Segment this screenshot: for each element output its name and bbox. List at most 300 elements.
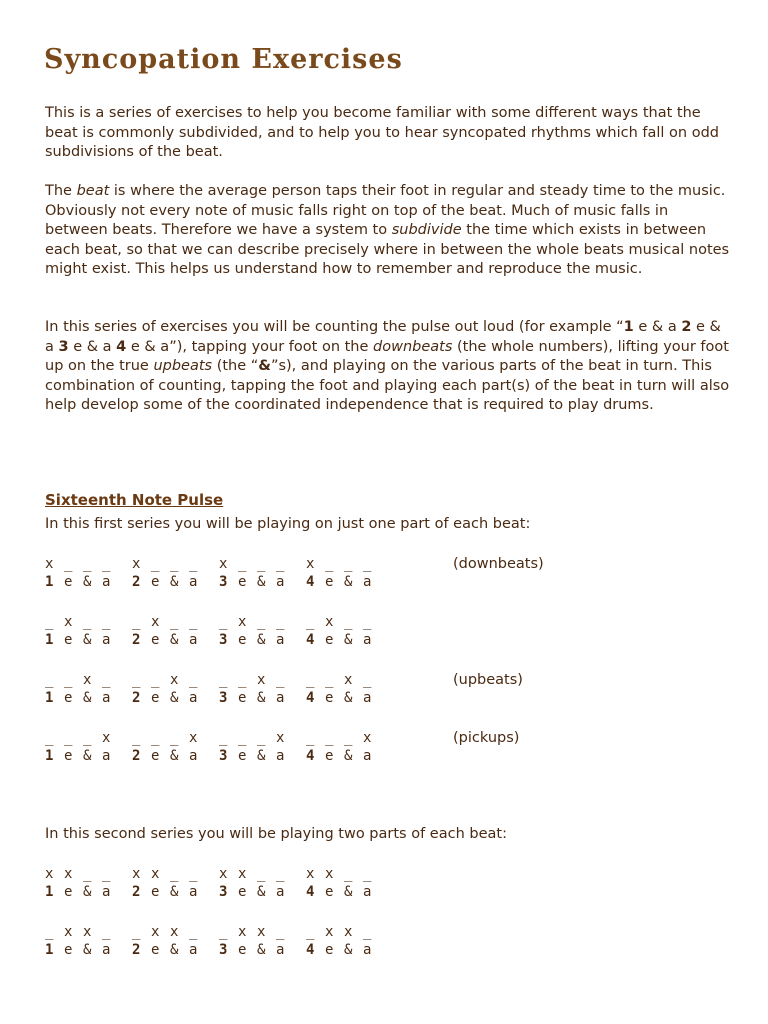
count-syllable: &	[170, 942, 179, 958]
count-syllable: &	[83, 942, 92, 958]
note-mark: x	[276, 730, 285, 746]
beat-group	[306, 672, 386, 712]
beat-group	[132, 730, 212, 770]
count-syllable: a	[363, 942, 372, 958]
text-run: the time which exists in between each beat, so that we can describe precisely where in between the whole beats musical notes might exist. This helps us understand how to remember and reproduce the music.	[45, 222, 730, 277]
count-syllable: a	[363, 632, 372, 648]
beat-group	[306, 730, 386, 770]
count-syllable: a	[363, 748, 372, 764]
count-number: 2	[681, 319, 692, 335]
count-syllable: a	[276, 884, 285, 900]
emphasis-subdivide: subdivide	[391, 222, 462, 238]
note-mark: _	[363, 866, 372, 882]
beat-group	[132, 614, 212, 654]
beat-number: 3	[219, 748, 228, 764]
notes-row	[306, 556, 386, 574]
count-syllable: &	[170, 690, 179, 706]
beat-number: 1	[45, 748, 54, 764]
beat-number: 2	[132, 884, 141, 900]
beat-group	[45, 556, 125, 596]
beat-group	[219, 866, 299, 906]
note-mark: _	[151, 672, 160, 688]
note-mark: _	[45, 672, 54, 688]
count-row	[132, 690, 212, 708]
note-mark: x	[45, 866, 54, 882]
beat-group	[45, 866, 125, 906]
note-mark: x	[257, 924, 266, 940]
emphasis-beat: beat	[76, 183, 110, 199]
note-mark: _	[219, 672, 228, 688]
count-syllable: &	[83, 632, 92, 648]
notes-row	[219, 866, 299, 884]
note-mark: _	[45, 614, 54, 630]
count-syllable: a	[276, 690, 285, 706]
beat-number: 4	[306, 632, 315, 648]
notes-row	[132, 556, 212, 574]
note-mark: _	[238, 730, 247, 746]
count-syllable: a	[189, 884, 198, 900]
beat-number: 3	[219, 690, 228, 706]
count-row	[219, 690, 299, 708]
note-mark: x	[325, 866, 334, 882]
count-syllable: a	[276, 942, 285, 958]
note-mark: _	[306, 672, 315, 688]
emphasis-upbeats: upbeats	[153, 358, 213, 374]
notes-row	[45, 672, 125, 690]
notes-row	[306, 924, 386, 942]
count-row	[45, 690, 125, 708]
note-mark: _	[219, 730, 228, 746]
note-mark: x	[219, 866, 228, 882]
note-mark: _	[344, 730, 353, 746]
beat-number: 1	[45, 574, 54, 590]
count-syllable: &	[344, 632, 353, 648]
note-mark: x	[219, 556, 228, 572]
note-mark: _	[189, 924, 198, 940]
beat-group	[306, 866, 386, 906]
beat-group	[306, 614, 386, 654]
count-row	[306, 574, 386, 592]
count-syllable: a	[363, 884, 372, 900]
count-row	[132, 632, 212, 650]
note-mark: _	[306, 614, 315, 630]
count-syllable: e	[151, 884, 160, 900]
exercise-label: (pickups)	[453, 730, 520, 746]
beat-group	[219, 730, 299, 770]
note-mark: _	[189, 614, 198, 630]
count-syllable: &	[257, 884, 266, 900]
note-mark: _	[45, 924, 54, 940]
note-mark: _	[238, 556, 247, 572]
count-row	[306, 884, 386, 902]
count-syllable: &	[83, 574, 92, 590]
beat-group	[306, 924, 386, 964]
count-syllable: e	[64, 690, 73, 706]
note-mark: _	[363, 614, 372, 630]
count-row	[219, 574, 299, 592]
text-run: ”s), and playing on the various parts of the beat in turn. This combination of counting, tapping the foot and playing each part(s) of the beat in turn will also help develop some of the coordinated independence that is required to play drums.	[45, 358, 730, 413]
beat-group	[219, 556, 299, 596]
count-row	[306, 632, 386, 650]
beat-number: 3	[219, 942, 228, 958]
beat-number: 3	[219, 884, 228, 900]
count-syllable: e	[238, 942, 247, 958]
note-mark: x	[344, 672, 353, 688]
note-mark: x	[151, 924, 160, 940]
count-syllable: a	[276, 574, 285, 590]
count-row	[219, 942, 299, 960]
note-mark: _	[257, 730, 266, 746]
emphasis-downbeats: downbeats	[373, 338, 453, 355]
count-syllable: e	[238, 748, 247, 764]
beat-number: 1	[45, 690, 54, 706]
beat-number: 4	[306, 884, 315, 900]
count-syllable: &	[83, 884, 92, 900]
note-mark: _	[83, 556, 92, 572]
notes-row	[219, 672, 299, 690]
text-run: is where the average person taps their foot in regular and steady time to the music. Obviously not every note of music falls right on top of the beat. Much of music falls in between beats. Therefore we have a system to	[45, 183, 726, 238]
note-mark: _	[363, 672, 372, 688]
count-syllable: a	[276, 748, 285, 764]
count-syllable: e	[325, 632, 334, 648]
note-mark: _	[276, 614, 285, 630]
section1-intro: In this first series you will be playing on just one part of each beat:	[45, 516, 531, 532]
exercise-label: (downbeats)	[453, 556, 544, 572]
note-mark: x	[64, 614, 73, 630]
count-syllable: e	[151, 748, 160, 764]
count-syllable: a	[102, 632, 111, 648]
note-mark: _	[276, 556, 285, 572]
beat-group	[132, 556, 212, 596]
note-mark: x	[170, 672, 179, 688]
beat-group	[132, 866, 212, 906]
count-row	[306, 942, 386, 960]
count-syllable: e	[151, 942, 160, 958]
note-mark: _	[344, 614, 353, 630]
note-mark: x	[189, 730, 198, 746]
note-mark: x	[102, 730, 111, 746]
count-syllable: a	[363, 574, 372, 590]
note-mark: _	[238, 672, 247, 688]
beat-number: 2	[132, 748, 141, 764]
beat-number: 3	[219, 632, 228, 648]
note-mark: x	[363, 730, 372, 746]
note-mark: _	[132, 730, 141, 746]
count-number: 4	[116, 338, 127, 355]
count-syllable: a	[102, 748, 111, 764]
notes-row	[306, 614, 386, 632]
exercise-row	[45, 866, 745, 906]
note-mark: _	[276, 924, 285, 940]
count-syllable: e	[325, 574, 334, 590]
text-run: (the “	[212, 358, 259, 374]
note-mark: x	[238, 866, 247, 882]
notes-row	[219, 924, 299, 942]
count-syllable: e	[238, 884, 247, 900]
text-run: e & a”), tapping your foot on the	[126, 338, 374, 355]
count-syllable: &	[344, 942, 353, 958]
note-mark: _	[344, 866, 353, 882]
count-row	[45, 632, 125, 650]
notes-row	[45, 556, 125, 574]
text-run: (the whole numbers), lifting your foot up on the true	[45, 338, 729, 374]
note-mark: _	[189, 556, 198, 572]
beat-group	[45, 672, 125, 712]
note-mark: x	[306, 866, 315, 882]
count-syllable: &	[344, 690, 353, 706]
note-mark: _	[257, 556, 266, 572]
count-row	[132, 942, 212, 960]
count-row	[306, 748, 386, 766]
notes-row	[45, 924, 125, 942]
count-syllable: e	[64, 942, 73, 958]
note-mark: x	[151, 614, 160, 630]
beat-group	[219, 614, 299, 654]
notes-row	[219, 730, 299, 748]
exercise-row	[45, 730, 745, 770]
count-row	[45, 942, 125, 960]
notes-row	[132, 614, 212, 632]
count-syllable: &	[344, 884, 353, 900]
exercise-row	[45, 556, 745, 596]
count-syllable: a	[102, 690, 111, 706]
count-syllable: a	[102, 942, 111, 958]
count-syllable: &	[257, 942, 266, 958]
note-mark: _	[363, 924, 372, 940]
note-mark: _	[325, 556, 334, 572]
beat-number: 1	[45, 884, 54, 900]
count-syllable: a	[189, 942, 198, 958]
section-title-sixteenth-note-pulse: Sixteenth Note Pulse	[45, 491, 224, 509]
count-syllable: e	[238, 690, 247, 706]
count-syllable: &	[170, 748, 179, 764]
beat-number: 2	[132, 942, 141, 958]
notes-row	[219, 556, 299, 574]
text-run: e & a	[45, 319, 721, 355]
beat-number: 2	[132, 574, 141, 590]
note-mark: x	[238, 614, 247, 630]
notes-row	[132, 924, 212, 942]
note-mark: _	[325, 672, 334, 688]
count-syllable: e	[325, 942, 334, 958]
count-row	[45, 574, 125, 592]
beat-group	[45, 730, 125, 770]
note-mark: x	[238, 924, 247, 940]
count-syllable: &	[344, 748, 353, 764]
page-title: Syncopation Exercises	[44, 44, 403, 75]
count-syllable: &	[257, 632, 266, 648]
beat-number: 3	[219, 574, 228, 590]
note-mark: _	[170, 614, 179, 630]
note-mark: _	[132, 924, 141, 940]
beat-group	[219, 672, 299, 712]
note-mark: _	[219, 924, 228, 940]
note-mark: _	[189, 866, 198, 882]
count-number: 3	[58, 338, 69, 355]
count-row	[219, 748, 299, 766]
beat-number: 1	[45, 632, 54, 648]
count-row	[219, 884, 299, 902]
count-syllable: e	[151, 632, 160, 648]
count-row	[132, 884, 212, 902]
count-row	[132, 574, 212, 592]
count-syllable: e	[64, 748, 73, 764]
count-syllable: &	[257, 690, 266, 706]
beat-number: 2	[132, 690, 141, 706]
notes-row	[45, 614, 125, 632]
note-mark: _	[306, 730, 315, 746]
note-mark: x	[64, 866, 73, 882]
note-mark: _	[83, 614, 92, 630]
notes-row	[306, 672, 386, 690]
count-row	[132, 748, 212, 766]
beat-group	[45, 924, 125, 964]
beat-group	[306, 556, 386, 596]
count-syllable: a	[363, 690, 372, 706]
notes-row	[132, 672, 212, 690]
notes-row	[306, 730, 386, 748]
count-syllable: e	[151, 574, 160, 590]
beat-group	[219, 924, 299, 964]
note-mark: _	[102, 924, 111, 940]
intro-paragraph: This is a series of exercises to help you become familiar with some different ways that the beat is commonly subdivided, and to help you to hear syncopated rhythms which fall on odd subdivisions of the beat.	[45, 105, 719, 160]
note-mark: _	[170, 556, 179, 572]
count-syllable: e	[64, 884, 73, 900]
count-syllable: a	[276, 632, 285, 648]
beat-group	[132, 924, 212, 964]
exercise-row	[45, 672, 745, 712]
exercise-label: (upbeats)	[453, 672, 523, 688]
note-mark: _	[102, 672, 111, 688]
note-mark: x	[64, 924, 73, 940]
note-mark: _	[306, 924, 315, 940]
note-mark: _	[257, 614, 266, 630]
note-mark: x	[132, 866, 141, 882]
note-mark: _	[83, 730, 92, 746]
beat-paragraph	[45, 182, 730, 280]
count-syllable: e	[64, 632, 73, 648]
note-mark: x	[257, 672, 266, 688]
note-mark: _	[170, 730, 179, 746]
note-mark: _	[64, 672, 73, 688]
count-row	[306, 690, 386, 708]
note-mark: _	[151, 556, 160, 572]
note-mark: x	[325, 614, 334, 630]
count-syllable: &	[170, 632, 179, 648]
beat-number: 4	[306, 942, 315, 958]
exercise-row	[45, 924, 745, 964]
count-syllable: a	[102, 574, 111, 590]
beat-number: 2	[132, 632, 141, 648]
count-syllable: a	[189, 574, 198, 590]
note-mark: x	[325, 924, 334, 940]
beat-number: 4	[306, 574, 315, 590]
note-mark: x	[170, 924, 179, 940]
count-syllable: e	[64, 574, 73, 590]
count-syllable: &	[257, 748, 266, 764]
note-mark: _	[102, 866, 111, 882]
note-mark: _	[64, 556, 73, 572]
note-mark: x	[45, 556, 54, 572]
count-syllable: a	[102, 884, 111, 900]
note-mark: x	[83, 672, 92, 688]
count-syllable: a	[189, 690, 198, 706]
note-mark: _	[102, 556, 111, 572]
note-mark: x	[83, 924, 92, 940]
note-mark: x	[132, 556, 141, 572]
note-mark: _	[132, 672, 141, 688]
note-mark: _	[363, 556, 372, 572]
count-syllable: e	[325, 690, 334, 706]
note-mark: x	[344, 924, 353, 940]
note-mark: _	[151, 730, 160, 746]
count-number: 1	[623, 319, 634, 335]
section2-intro: In this second series you will be playing two parts of each beat:	[45, 826, 507, 842]
text-run: e & a	[68, 338, 117, 355]
count-syllable: e	[151, 690, 160, 706]
ampersand-bold: &	[258, 358, 271, 374]
notes-row	[219, 614, 299, 632]
beat-number: 4	[306, 748, 315, 764]
beat-group	[132, 672, 212, 712]
count-row	[45, 884, 125, 902]
text-run: The	[45, 183, 77, 199]
beat-number: 4	[306, 690, 315, 706]
note-mark: x	[151, 866, 160, 882]
note-mark: _	[64, 730, 73, 746]
note-mark: x	[306, 556, 315, 572]
text-run: e & a	[633, 319, 682, 335]
note-mark: _	[132, 614, 141, 630]
count-row	[219, 632, 299, 650]
count-syllable: e	[325, 748, 334, 764]
count-syllable: &	[170, 574, 179, 590]
note-mark: _	[257, 866, 266, 882]
notes-row	[132, 866, 212, 884]
note-mark: _	[219, 614, 228, 630]
count-syllable: a	[189, 632, 198, 648]
note-mark: _	[102, 614, 111, 630]
count-syllable: &	[83, 690, 92, 706]
note-mark: _	[276, 672, 285, 688]
notes-row	[132, 730, 212, 748]
note-mark: _	[344, 556, 353, 572]
note-mark: _	[325, 730, 334, 746]
note-mark: _	[170, 866, 179, 882]
count-syllable: &	[344, 574, 353, 590]
count-syllable: a	[189, 748, 198, 764]
count-syllable: &	[170, 884, 179, 900]
beat-number: 1	[45, 942, 54, 958]
beat-group	[45, 614, 125, 654]
note-mark: _	[189, 672, 198, 688]
counting-paragraph	[45, 318, 730, 416]
notes-row	[45, 866, 125, 884]
note-mark: _	[45, 730, 54, 746]
count-syllable: e	[238, 632, 247, 648]
notes-row	[45, 730, 125, 748]
count-syllable: &	[257, 574, 266, 590]
count-syllable: e	[325, 884, 334, 900]
note-mark: _	[276, 866, 285, 882]
count-syllable: e	[238, 574, 247, 590]
exercise-row	[45, 614, 745, 654]
count-syllable: &	[83, 748, 92, 764]
note-mark: _	[83, 866, 92, 882]
notes-row	[306, 866, 386, 884]
count-row	[45, 748, 125, 766]
text-run: In this series of exercises you will be counting the pulse out loud (for example “	[45, 319, 624, 335]
